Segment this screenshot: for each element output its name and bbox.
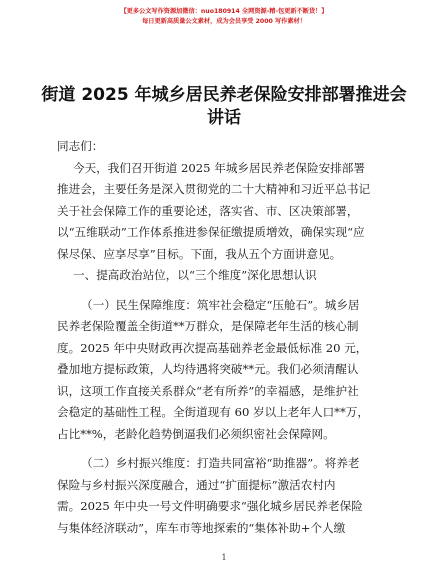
paragraph-line: 与集体经济联动”，库车市等地探索的“集体补助+个人缴	[57, 520, 346, 535]
document-body	[57, 136, 387, 539]
section-heading: 一、提高政治站位，以“三个维度”深化思想认识	[73, 268, 317, 282]
paragraph-line: 保尽保、应享尽享”目标。下面，我从五个方面讲意见。	[57, 246, 342, 261]
paragraph-line: 度。2025 年中央财政再次提高基础养老金最低标准 20 元，	[57, 340, 368, 355]
page-number: 1	[221, 553, 227, 562]
promo-banner-line-1: 【更多公文写作资源加微信：nuo180914 全网资源-精-包更新不断货！】	[120, 8, 328, 15]
paragraph-line: 识，这项工作直接关系群众“老有所养”的幸福感，是维护社	[57, 383, 359, 398]
document-title-line-2: 讲话	[207, 108, 241, 128]
paragraph-line: 会稳定的基础性工程。全街道现有 60 岁以上老年人口**万，	[57, 405, 369, 419]
paragraph-line: 保险与乡村振兴深度融合，通过“扩面提标”激活农村内	[57, 477, 336, 492]
promo-banner-line-2: 每日更新高质量公文素材，成为会员享受 2000 写作素材！	[142, 18, 306, 25]
paragraph-line: 今天，我们召开街道 2025 年城乡居民养老保险安排部署	[73, 160, 365, 175]
paragraph-line: （二）乡村振兴维度：打造共同富裕“助推器”。将养老	[81, 456, 360, 470]
paragraph-line: 以“五维联动”工作体系推进参保征缴提质增效，确保实现“应	[57, 225, 365, 239]
paragraph-line: 关于社会保障工作的重要论述，落实省、市、区决策部署，	[57, 203, 359, 218]
paragraph-line: 需。2025 年中央一号文件明确要求“强化城乡居民养老保险	[57, 499, 363, 513]
document-title	[40, 84, 408, 130]
paragraph-line: 推进会，主要任务是深入贯彻党的二十大精神和习近平总书记	[57, 182, 371, 196]
paragraph-line: 叠加地方提标政策，人均待遇将突破**元。我们必须清醒认	[57, 362, 359, 376]
promo-banner	[0, 7, 448, 27]
paragraph-line: 民养老保险覆盖全街道**万群众，是保障老年生活的核心制	[57, 319, 359, 333]
paragraph-line: （一）民生保障维度：筑牢社会稳定“压舱石”。城乡居	[81, 297, 360, 312]
document-title-line-1: 街道 2025 年城乡居民养老保险安排部署推进会	[41, 85, 407, 105]
paragraph-line: 占比**%，老龄化趋势倒逼我们必须织密社会保障网。	[57, 426, 335, 441]
salutation: 同志们：	[57, 139, 104, 153]
